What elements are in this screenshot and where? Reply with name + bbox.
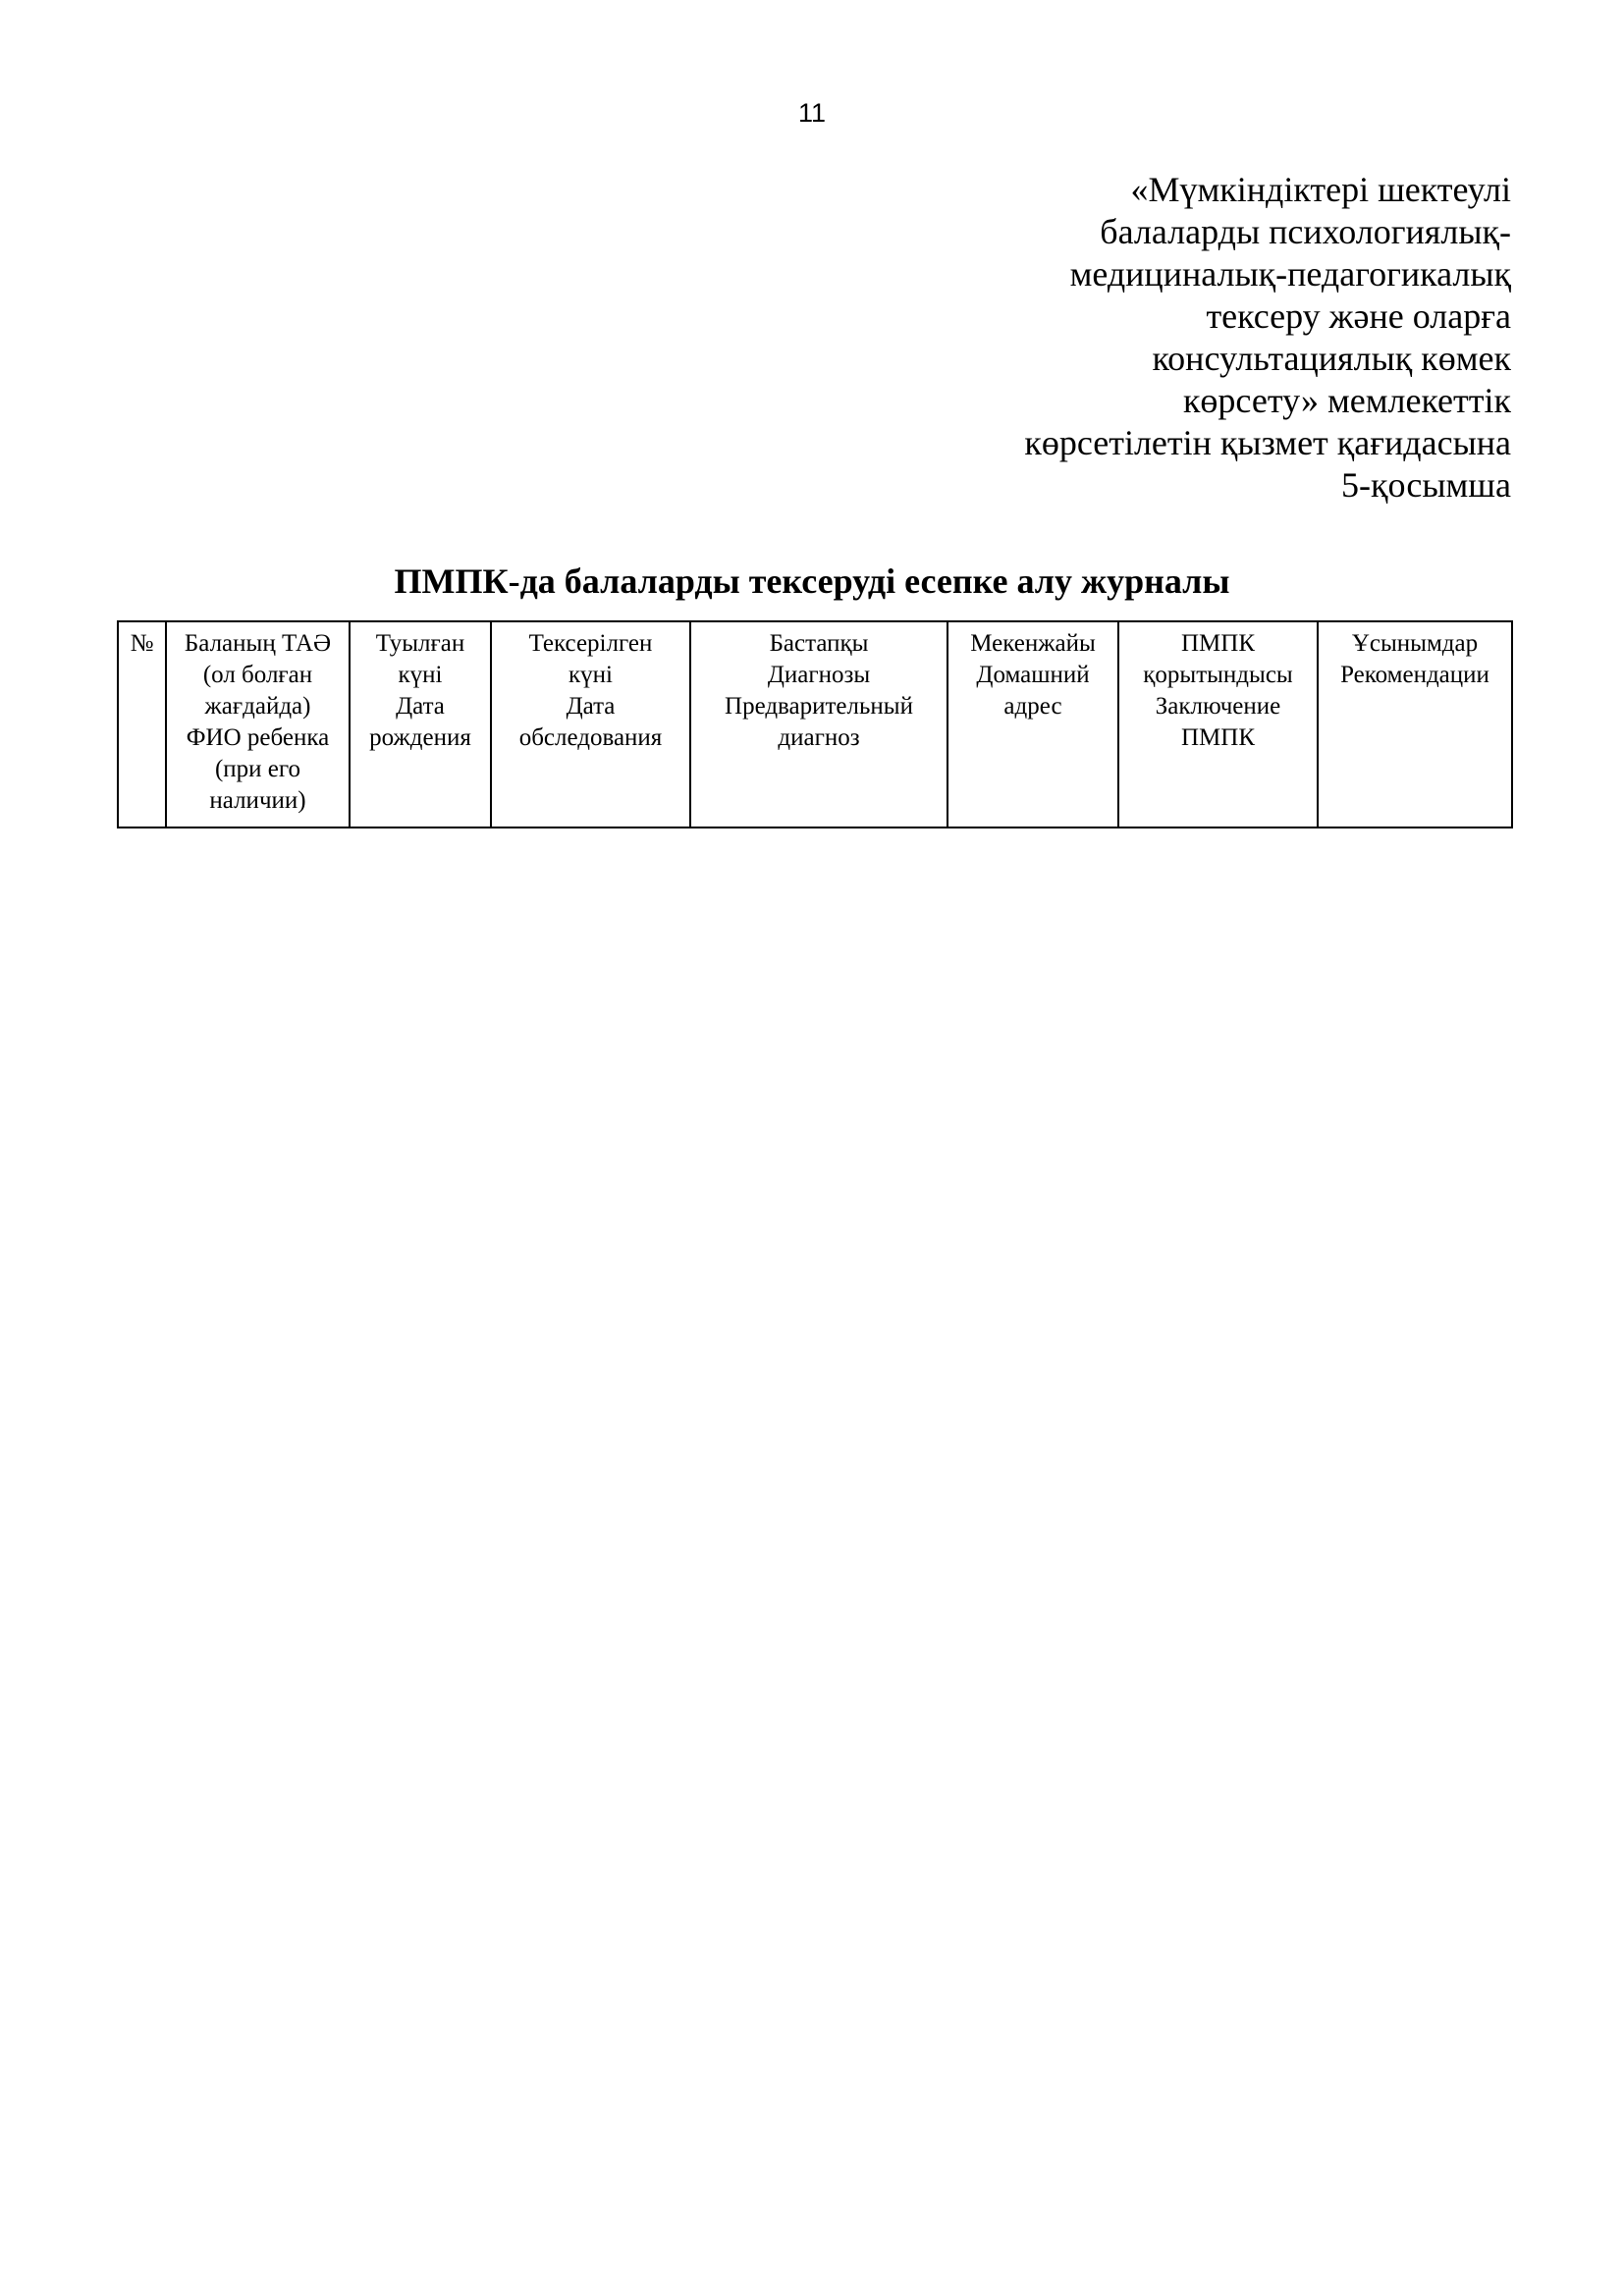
header-line: наличии) <box>209 787 306 814</box>
header-line: Мекенжайы <box>970 630 1096 657</box>
header-line: Баланың ТАӘ <box>184 630 332 657</box>
header-line: № <box>130 630 154 657</box>
header-line: ПМПК <box>1180 630 1255 657</box>
header-line: (ол болған <box>202 662 313 688</box>
column-header-child-name <box>166 621 350 828</box>
header-line: ПМПК <box>1180 724 1255 751</box>
header-line: диагноз <box>778 724 860 751</box>
header-line: Диагнозы <box>767 662 871 688</box>
header-line: Дата <box>396 693 445 720</box>
header-line: жағдайда) <box>204 693 311 720</box>
header-line: (при его <box>214 756 301 782</box>
header-line: обследования <box>518 724 663 751</box>
header-line: Домашний <box>976 662 1090 688</box>
header-line: Дата <box>566 693 616 720</box>
header-line: күні <box>568 662 613 688</box>
annex-line: медициналық-педагогикалық <box>1069 254 1511 294</box>
annex-line: тексеру және оларға <box>1206 296 1511 336</box>
journal-table <box>117 620 1513 828</box>
header-line: адрес <box>1003 693 1062 720</box>
column-header-home-address <box>947 621 1118 828</box>
document-title: ПМПК-да балаларды тексеруді есепке алу журналы <box>394 561 1230 601</box>
annex-line: 5-қосымша <box>1340 465 1511 505</box>
header-line: Рекомендации <box>1340 662 1489 688</box>
annex-line: консультациялық көмек <box>1152 339 1511 378</box>
header-line: ФИО ребенка <box>186 724 330 751</box>
header-line: Туылған <box>375 630 465 657</box>
annex-line: балаларды психологиялық- <box>1100 212 1511 251</box>
column-header-pmpk-conclusion <box>1118 621 1318 828</box>
header-line: Ұсынымдар <box>1351 630 1479 657</box>
column-header-birth-date <box>350 621 491 828</box>
column-header-recommendations <box>1318 621 1512 828</box>
column-header-preliminary-diagnosis <box>690 621 947 828</box>
header-line: күні <box>398 662 443 688</box>
annex-line: көрсетілетін қызмет қағидасына <box>1024 423 1511 462</box>
header-line: Предварительный <box>725 693 913 720</box>
column-header-exam-date <box>491 621 690 828</box>
annex-line: көрсету» мемлекеттік <box>1182 381 1511 420</box>
header-line: Тексерілген <box>528 630 653 657</box>
header-line: Бастапқы <box>769 630 869 657</box>
annex-line: «Мүмкіндіктері шектеулі <box>1130 170 1511 209</box>
table-header-row <box>118 621 1512 828</box>
header-line: Заключение <box>1155 693 1281 720</box>
annex-reference <box>824 169 1511 507</box>
header-line: рождения <box>369 724 471 751</box>
column-header-number <box>118 621 166 828</box>
page-number: 11 <box>797 98 827 128</box>
header-line: қорытындысы <box>1143 662 1293 688</box>
